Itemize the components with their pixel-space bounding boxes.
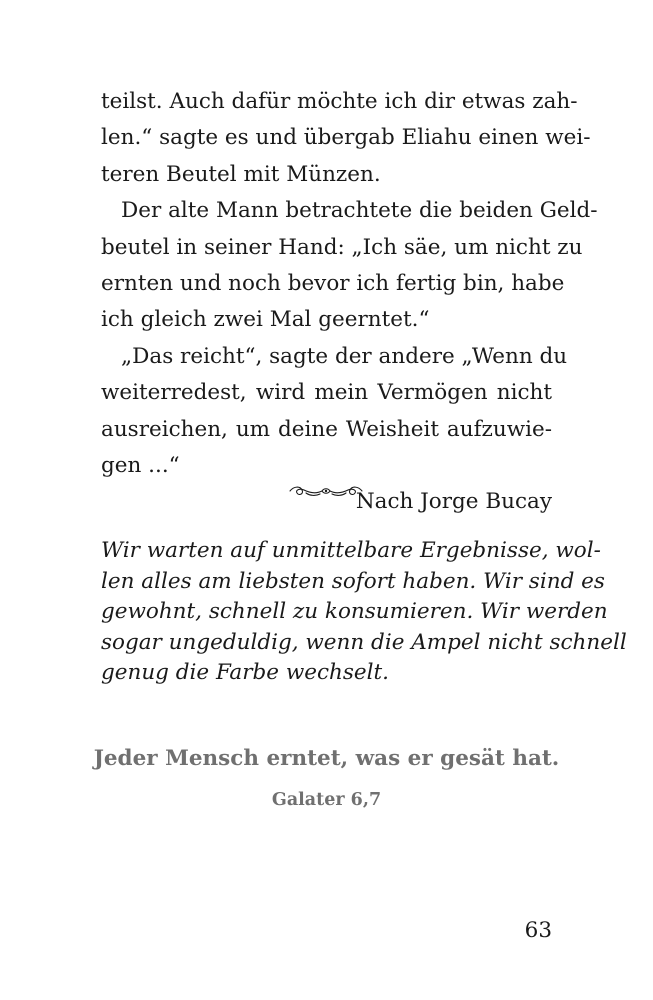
reflection-line: gewohnt, schnell zu konsumieren. Wir werden — [101, 599, 608, 624]
story-line: len.“ sagte es und übergab Eliahu einen wei- — [101, 125, 591, 151]
story-line: Der alte Mann betrachtete die beiden Geld- — [121, 198, 598, 224]
reflection-text — [101, 536, 627, 689]
reflection-line: genug die Farbe wechselt. — [101, 660, 389, 685]
bible-verse-reference: Galater 6,7 — [271, 790, 382, 810]
story-line: teilst. Auch dafür möchte ich dir etwas zah- — [101, 89, 578, 114]
story-line: „Das reicht“, sagte der andere „Wenn du — [121, 343, 568, 369]
bible-verse: Jeder Mensch erntet, was er gesät hat. — [93, 746, 560, 771]
flourish-divider-icon — [286, 481, 366, 501]
story-line: beutel in seiner Hand: „Ich säe, um nicht zu — [101, 234, 583, 260]
story-attribution: Nach Jorge Bucay — [355, 489, 552, 515]
story-line: ich gleich zwei Mal geerntet.“ — [101, 307, 430, 333]
reflection-line: sogar ungeduldig, wenn die Ampel nicht schnell — [101, 629, 627, 655]
story-line: gen ...“ — [101, 452, 180, 478]
story-line: ausreichen, um deine Weisheit aufzuwie- — [101, 416, 552, 442]
reflection-line: len alles am liebsten sofort haben. Wir sind es — [101, 568, 605, 594]
reflection-line: Wir warten auf unmittelbare Ergebnisse, wol- — [101, 538, 601, 563]
story-line: ernten und noch bevor ich fertig bin, habe — [101, 270, 565, 296]
story-text — [101, 84, 598, 521]
story-line: teren Beutel mit Münzen. — [101, 161, 381, 187]
page-number: 63 — [524, 918, 552, 943]
story-line: weiterredest, wird mein Vermögen nicht — [101, 380, 552, 406]
